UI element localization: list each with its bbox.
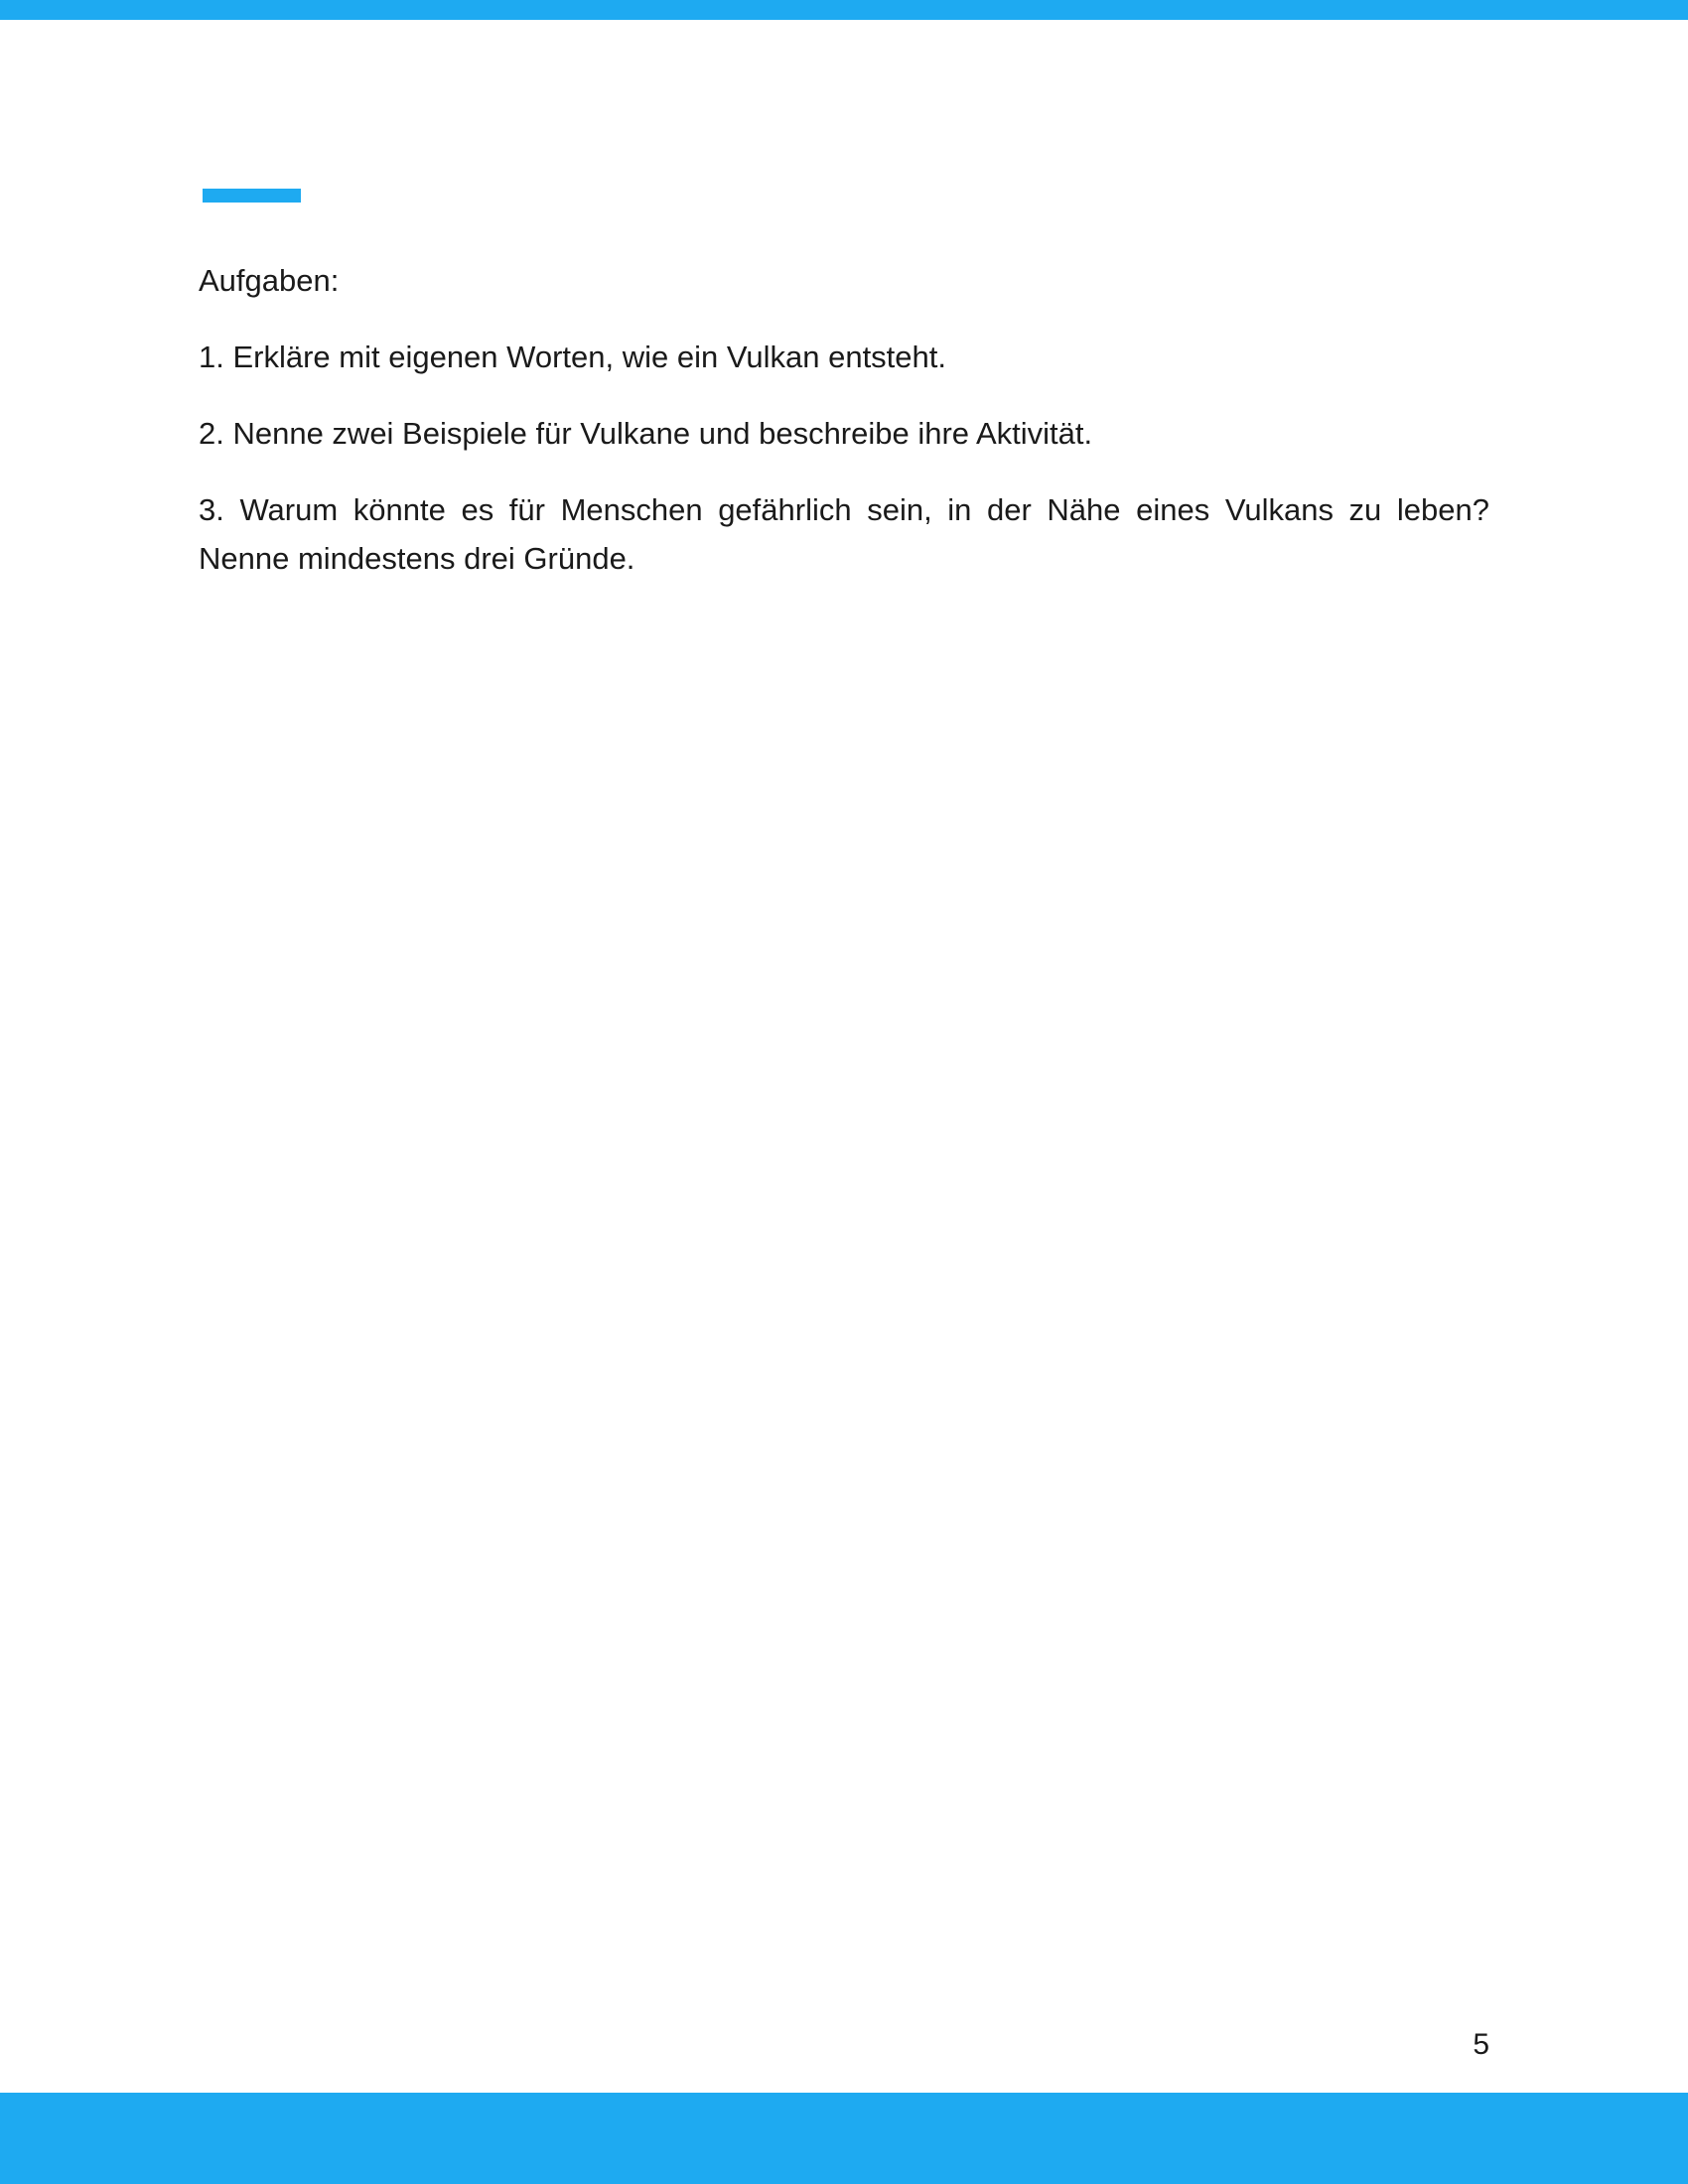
task-section [199,256,1489,611]
bottom-accent-bar [0,2093,1688,2184]
task-item-1: 1. Erkläre mit eigenen Worten, wie ein Vulkan entsteht. [199,340,947,374]
task-item-2: 2. Nenne zwei Beispiele für Vulkane und beschreibe ihre Aktivität. [199,416,1093,451]
top-accent-bar [0,0,1688,20]
task-item-3: 3. Warum könnte es für Menschen gefährlich sein, in der Nähe eines Vulkans zu leben? Nenne mindestens drei Gründe. [199,492,1489,576]
page-number: 5 [1473,2028,1489,2061]
section-heading: Aufgaben: [199,263,340,298]
section-accent-dash [203,189,301,203]
